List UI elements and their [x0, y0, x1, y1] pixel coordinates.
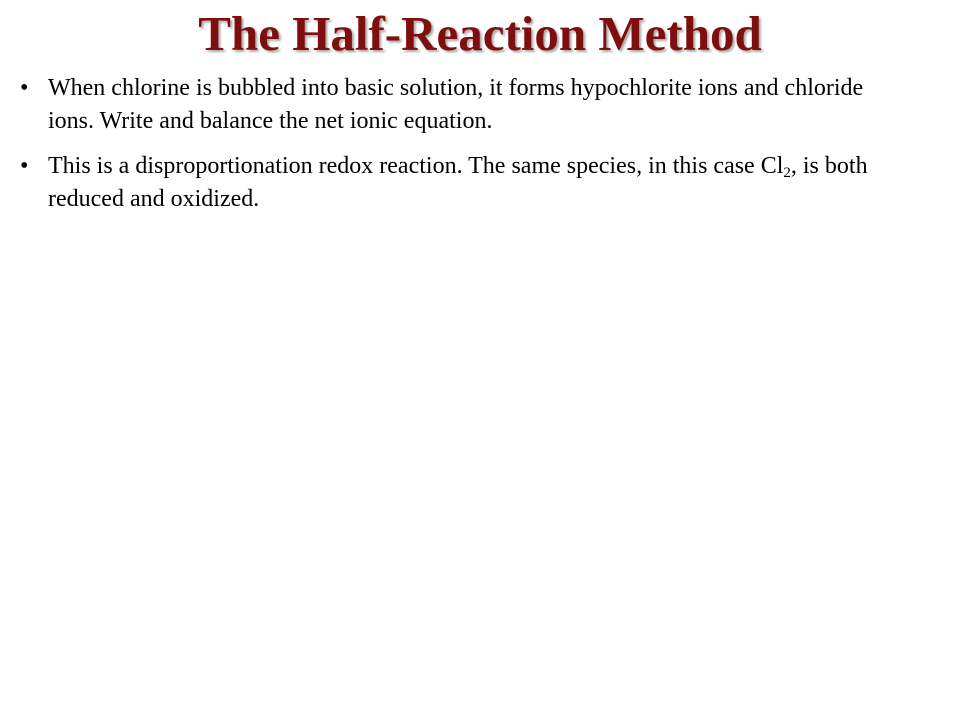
slide-title: The Half-Reaction Method: [198, 6, 762, 61]
bullet-marker: •: [20, 75, 29, 101]
bullet-list: [20, 72, 900, 228]
bullet-item-chlorine: [20, 72, 900, 138]
bullet-marker: •: [20, 153, 29, 179]
bullet-text-after: , is both reduced and oxidized.: [48, 153, 868, 212]
bullet-item-disproportionation: [20, 150, 900, 216]
chlorine-subscript: 2: [783, 165, 791, 181]
bullet-text: When chlorine is bubbled into basic solution, it forms hypochlorite ions and chloride ions. Write and balance the net ionic equation.: [48, 75, 864, 134]
bullet-text-before: This is a disproportionation redox reaction. The same species, in this case Cl: [48, 153, 784, 179]
